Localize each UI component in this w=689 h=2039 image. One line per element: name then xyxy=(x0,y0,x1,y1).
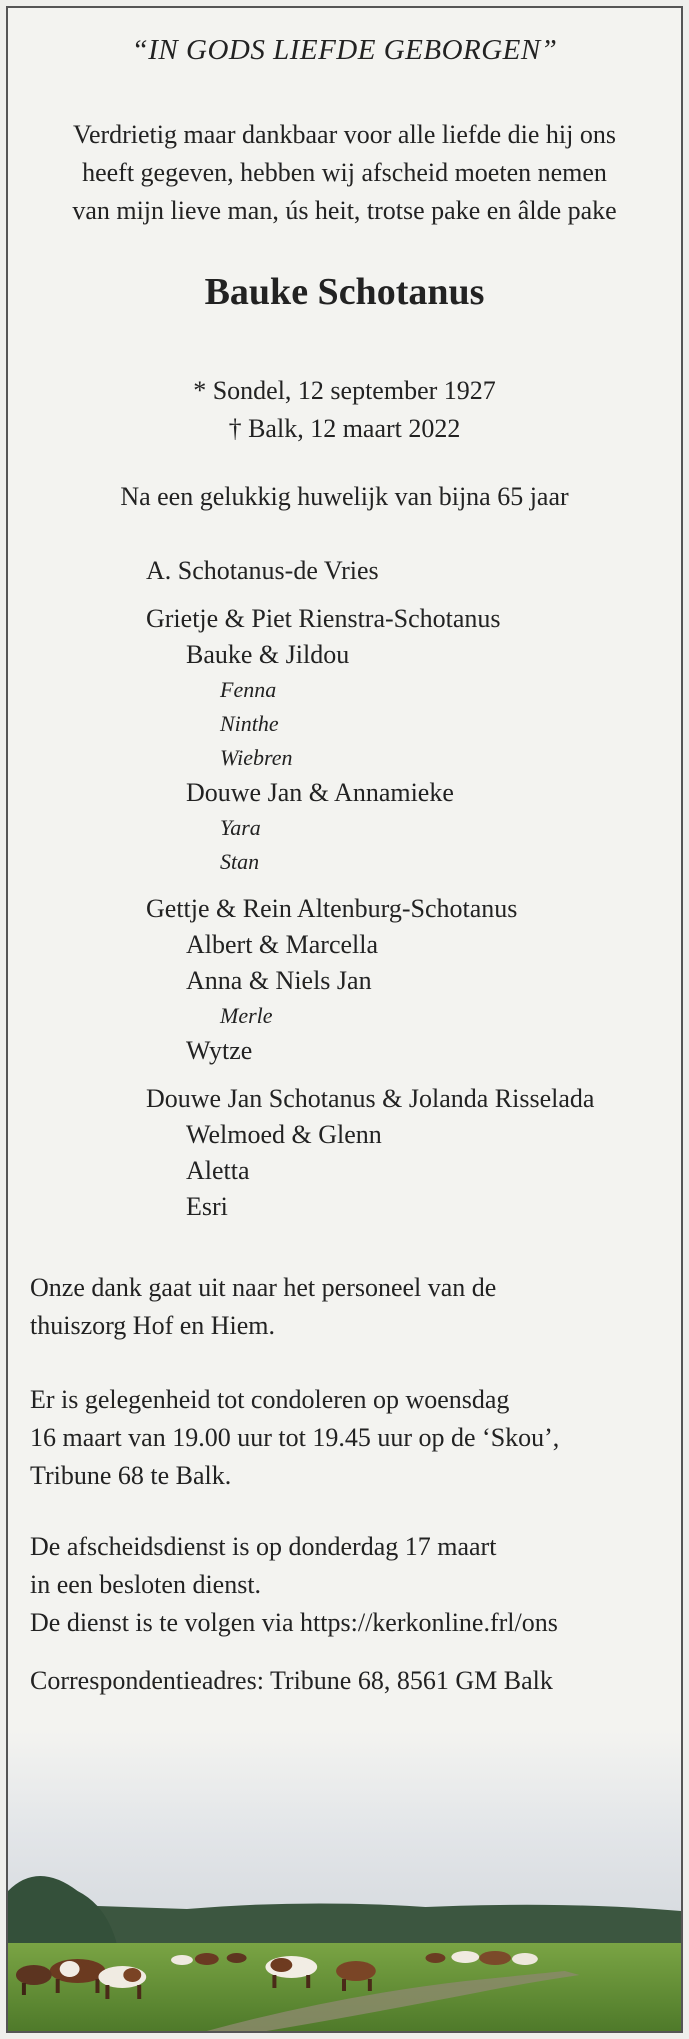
death-date: † Balk, 12 maart 2022 xyxy=(228,414,461,443)
intro-line: Verdrietig maar dankbaar voor alle liefde die hij ons xyxy=(73,120,616,149)
marriage-line: Na een gelukkig huwelijk van bijna 65 jaar xyxy=(120,482,569,511)
birth-date: * Sondel, 12 september 1927 xyxy=(193,376,496,405)
family-group-gap xyxy=(146,879,683,891)
great-grandchild: Fenna xyxy=(220,677,277,702)
grandchild: Albert & Marcella xyxy=(186,930,379,959)
condolence-line: 16 maart van 19.00 uur tot 19.45 uur op de ‘Skou’, xyxy=(30,1423,560,1452)
intro-text xyxy=(8,116,681,230)
great-grandchild: Ninthe xyxy=(220,711,279,736)
obituary-frame xyxy=(6,6,683,2033)
great-grandchild: Stan xyxy=(220,849,260,874)
service-paragraph xyxy=(30,1528,680,1642)
condolence-line: Er is gelegenheid tot condoleren op woensdag xyxy=(30,1385,510,1414)
service-line: De afscheidsdienst is op donderdag 17 maart xyxy=(30,1532,497,1561)
family-member: A. Schotanus-de Vries xyxy=(146,556,379,585)
thanks-paragraph xyxy=(30,1269,680,1345)
correspondence-address: Correspondentieadres: Tribune 68, 8561 GM Balk xyxy=(30,1666,553,1695)
grandchild: Bauke & Jildou xyxy=(186,640,350,669)
family-member: Douwe Jan Schotanus & Jolanda Risselada xyxy=(146,1084,595,1113)
family-group-gap xyxy=(146,1069,683,1081)
grandchild: Douwe Jan & Annamieke xyxy=(186,778,454,807)
service-line: De dienst is te volgen via https://kerkonline.frl/ons xyxy=(30,1608,558,1637)
thanks-line: Onze dank gaat uit naar het personeel van de xyxy=(30,1273,497,1302)
cows-in-meadow-photo xyxy=(8,1731,681,2031)
service-line: in een besloten dienst. xyxy=(30,1570,262,1599)
condolence-line: Tribune 68 te Balk. xyxy=(30,1461,232,1490)
great-grandchild: Yara xyxy=(220,815,261,840)
intro-line: heeft gegeven, hebben wij afscheid moeten nemen xyxy=(82,158,607,187)
family-group-gap xyxy=(146,589,683,601)
family-list xyxy=(146,553,683,1225)
grandchild: Esri xyxy=(186,1192,228,1221)
life-dates xyxy=(8,372,681,448)
family-member: Gettje & Rein Altenburg-Schotanus xyxy=(146,894,518,923)
motto: “IN GODS LIEFDE GEBORGEN” xyxy=(131,34,558,66)
grandchild: Welmoed & Glenn xyxy=(186,1120,382,1149)
family-member: Grietje & Piet Rienstra-Schotanus xyxy=(146,604,501,633)
grandchild: Anna & Niels Jan xyxy=(186,966,372,995)
thanks-line: thuiszorg Hof en Hiem. xyxy=(30,1311,276,1340)
intro-line: van mijn lieve man, ús heit, trotse pake en âlde pake xyxy=(72,196,617,225)
grandchild: Wytze xyxy=(186,1036,253,1065)
condolence-paragraph xyxy=(30,1381,680,1495)
great-grandchild: Wiebren xyxy=(220,745,293,770)
great-grandchild: Merle xyxy=(220,1003,273,1028)
grandchild: Aletta xyxy=(186,1156,250,1185)
deceased-name: Bauke Schotanus xyxy=(204,271,485,313)
